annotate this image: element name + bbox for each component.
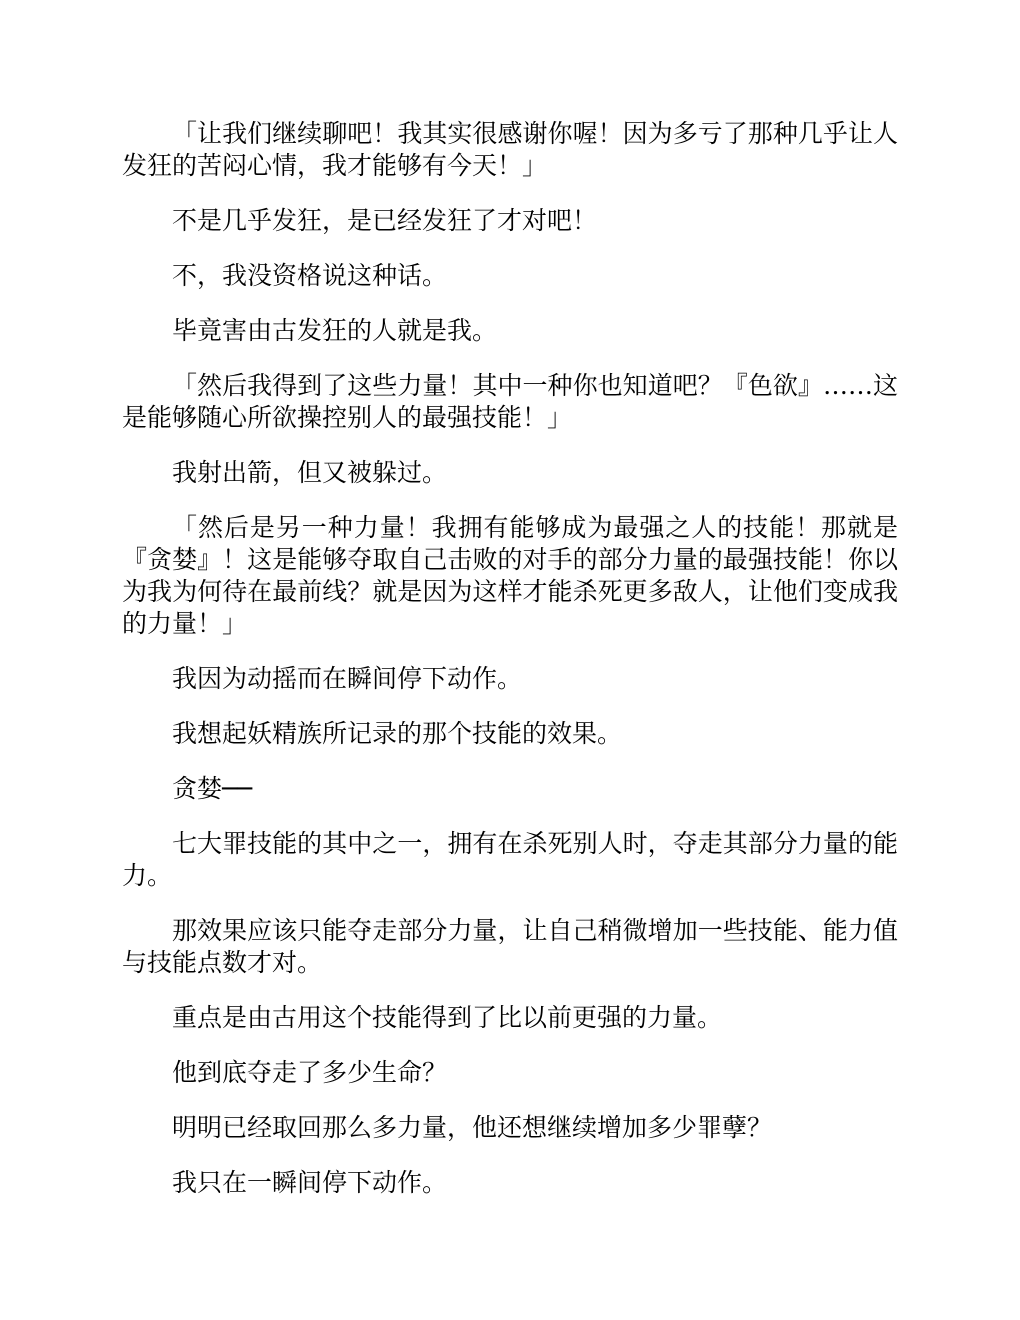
paragraph: 我只在一瞬间停下动作。 [172,1168,448,1197]
paragraph: 我因为动摇而在瞬间停下动作。 [172,664,523,693]
paragraph: 那效果应该只能夺走部分力量，让自己稍微增加一些技能、能力值与技能点数才对。 [122,916,898,977]
paragraph: 「然后是另一种力量！我拥有能够成为最强之人的技能！那就是『贪婪』！这是能够夺取自己击败的对手的部分力量的最强技能！你以为我为何待在最前线？就是因为这样才能杀死更多敌人，让他们变成我的力量！」 [122,513,898,638]
paragraph: 七大罪技能的其中之一，拥有在杀死别人时，夺走其部分力量的能力。 [122,829,898,890]
document-page [122,118,898,1222]
paragraph: 不，我没资格说这种话。 [172,261,448,290]
paragraph: 不是几乎发狂，是已经发狂了才对吧！ [172,206,598,235]
paragraph: 「让我们继续聊吧！我其实很感谢你喔！因为多亏了那种几乎让人发狂的苦闷心情，我才能够有今天！」 [122,119,898,180]
paragraph: 我想起妖精族所记录的那个技能的效果。 [172,719,623,748]
paragraph: 明明已经取回那么多力量，他还想继续增加多少罪孽？ [172,1113,773,1142]
paragraph: 重点是由古用这个技能得到了比以前更强的力量。 [172,1003,723,1032]
paragraph: 他到底夺走了多少生命？ [172,1058,448,1087]
paragraph: 我射出箭，但又被躲过。 [172,458,448,487]
paragraph: 贪婪── [172,774,253,803]
paragraph: 毕竟害由古发狂的人就是我。 [172,316,498,345]
paragraph: 「然后我得到了这些力量！其中一种你也知道吧？『色欲』……这是能够随心所欲操控别人的最强技能！」 [122,371,898,432]
